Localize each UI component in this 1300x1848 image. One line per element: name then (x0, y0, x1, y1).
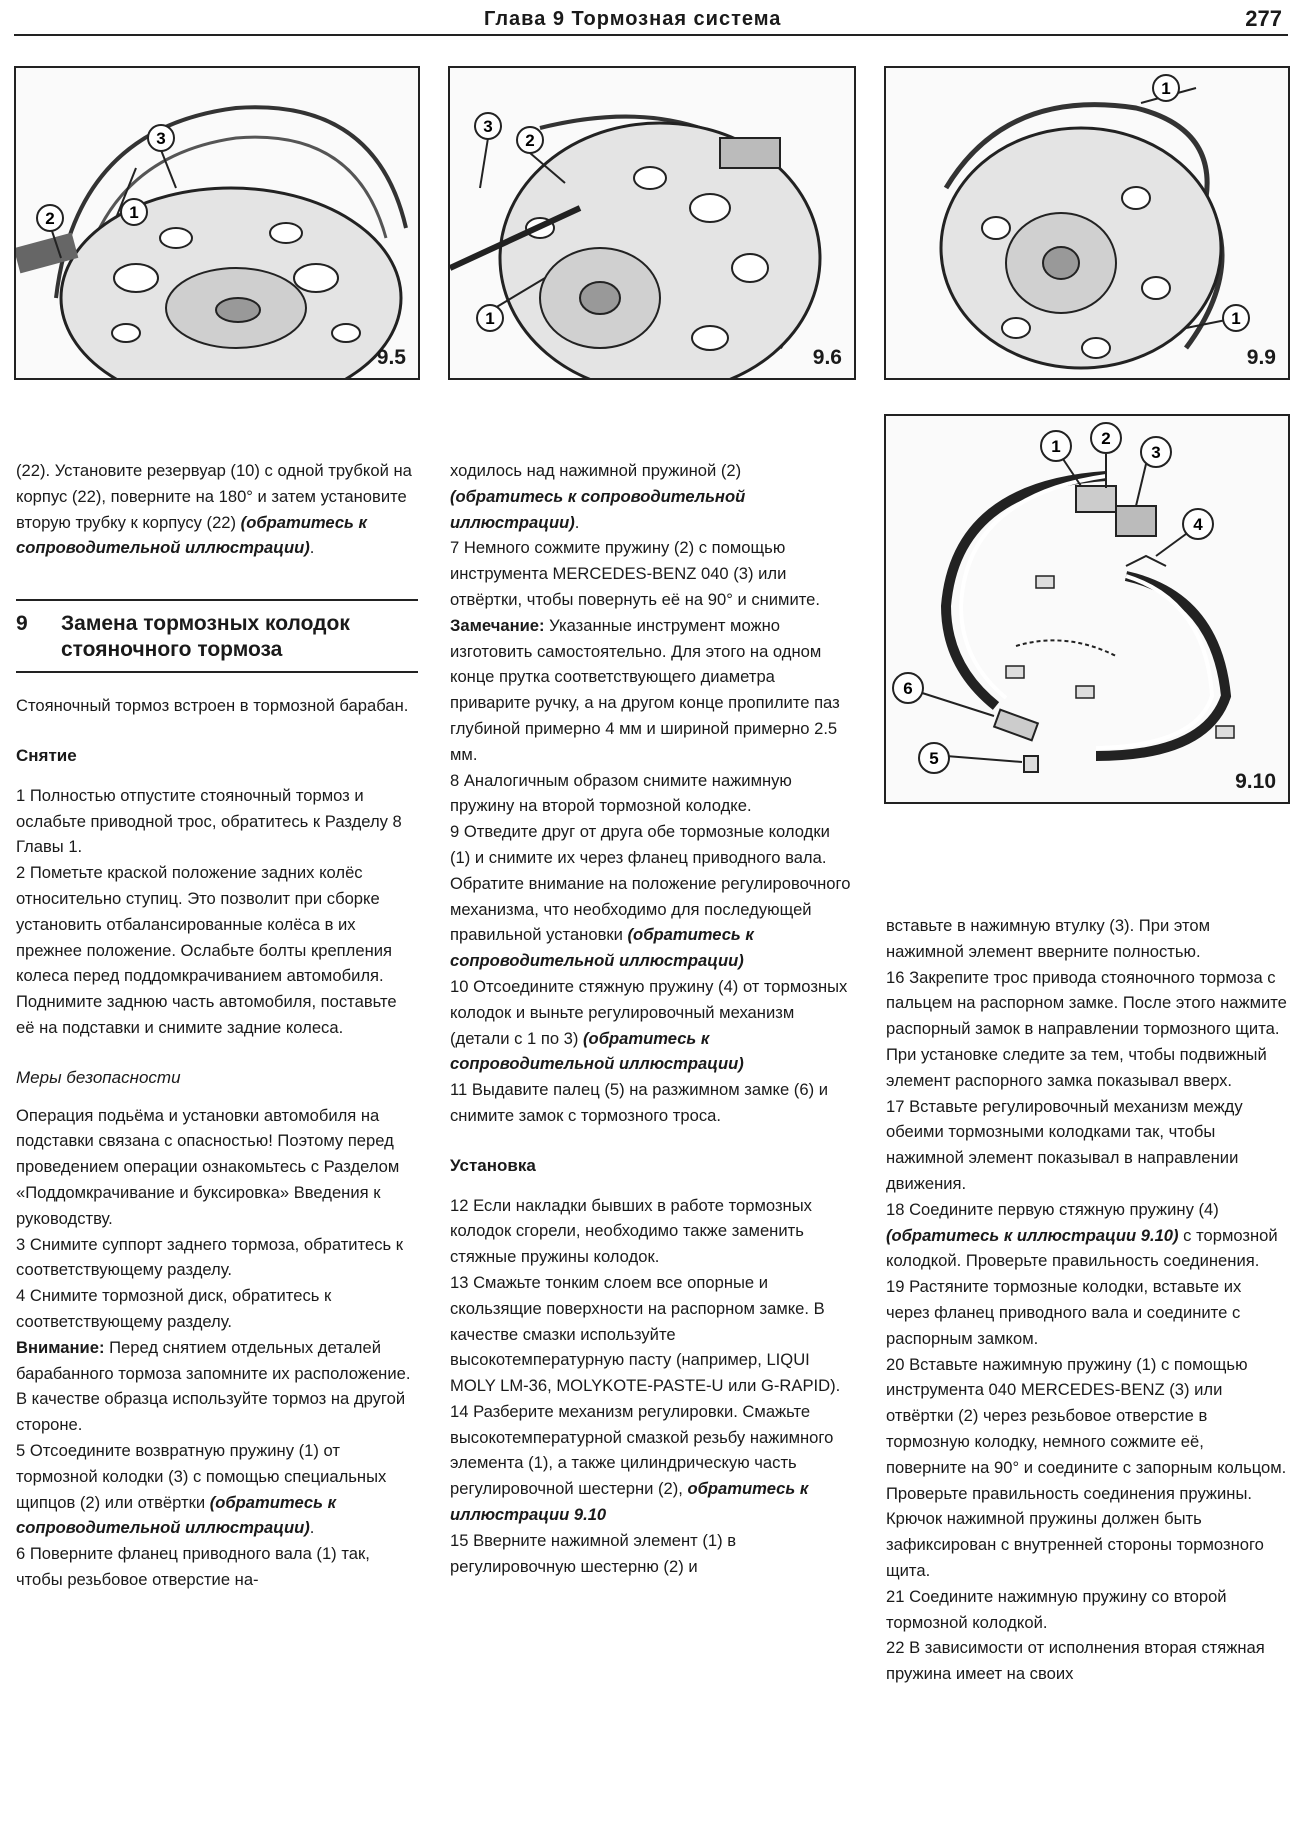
figure-9-10-drawing (886, 416, 1288, 802)
figure-9-10-callout-2: 2 (1101, 429, 1111, 448)
attention-label: Внимание: (16, 1337, 105, 1357)
figure-9-6-callout-3: 3 (483, 117, 493, 136)
figure-9-9-callout-1-bottom: 1 (1231, 309, 1241, 328)
figure-9-10-callout-3: 3 (1151, 443, 1161, 462)
intro-paragraph: (22). Установите резервуар (10) с одной трубкой на корпус (22), поверните на 180° и затем установите вторую трубку к корпусу (22) (обратитесь к сопроводительной иллюстрации). (16, 461, 412, 558)
section-heading (16, 599, 418, 673)
illustration-reference: (обратитесь к сопроводительной иллюстрации) (16, 1492, 336, 1538)
step-22: 22 В зависимости от исполнения вторая стяжная пружина имеет на своих (886, 1638, 1265, 1684)
step-7: 7 Немного сожмите пружину (2) с помощью инструмента MERCEDES-BENZ 040 (3) или отвёртки, чтобы повернуть её на 90° и снимите. (450, 538, 820, 609)
figure-9-9-label: 9.9 (1246, 346, 1276, 369)
figure-9-10-callout-6: 6 (903, 679, 913, 698)
figure-9-10-callout-1: 1 (1051, 437, 1061, 456)
figure-9-5-drawing (16, 68, 418, 378)
page-number: 277 (1245, 6, 1282, 31)
step-6-continued: ходилось над нажимной пружиной (2) (обратитесь к сопроводительной иллюстрации). (450, 461, 746, 532)
figure-9-6-label: 9.6 (812, 346, 842, 369)
step-11: 11 Выдавите палец (5) на разжимном замке (6) и снимите замок с тормозного троса. (450, 1080, 828, 1125)
step-13: 13 Смажьте тонким слоем все опорные и скользящие поверхности на распорном замке. В качестве смазки используйте высокотемпературную пасту (например, LIQUI MOLY LM-36, MOLYKOTE-PASTE-U или G-RAPID). (450, 1272, 841, 1396)
figure-9-5-callout-1: 1 (129, 203, 139, 222)
text-column-2 (450, 458, 854, 1579)
step-20: 20 Вставьте нажимную пружину (1) с помощью инструмента 040 MERCEDES-BENZ (3) или отвёртки (2) через резьбовое отверстие в тормозную колодку, немного сожмите её, поверните на 90° и соедините с запорным кольцом. Проверьте правильность соединения пружины. Крючок нажимной пружины должен быть зафиксирован с внутренней стороны тормозного щита. (886, 1354, 1287, 1580)
chapter-title: Глава 9 Тормозная система (484, 8, 782, 30)
illustration-reference: обратитесь к иллюстрации 9.10 (450, 1479, 809, 1525)
step-10: 10 Отсоедините стяжную пружину (4) от тормозных колодок и выньте регулировочный механизм (детали с 1 по 3) (обратитесь к сопроводительной иллюстрации) (450, 976, 848, 1074)
step-21: 21 Соедините нажимную пружину со второй тормозной колодкой. (886, 1586, 1227, 1632)
figure-9-6-callout-1: 1 (485, 309, 495, 328)
figure-9-10-callout-5: 5 (929, 749, 939, 768)
step-4: 4 Снимите тормозной диск, обратитесь к соответствующему разделу. (16, 1286, 332, 1331)
illustration-reference: (обратитесь к сопроводительной иллюстрации) (16, 512, 367, 558)
illustration-reference: (обратитесь к сопроводительной иллюстрации) (450, 1028, 744, 1074)
step-9: 9 Отведите друг от друга обе тормозные колодки (1) и снимите их через фланец приводного вала. Обратите внимание на положение регулировочного механизма, что необходимо для последующей правильной установки (обратитесь к сопроводительной иллюстрации) (450, 822, 851, 971)
text-column-3 (886, 913, 1288, 1687)
step-19: 19 Растяните тормозные колодки, вставьте их через фланец приводного вала и соедините с распорным замком. (886, 1277, 1242, 1348)
illustration-reference: (обратитесь к иллюстрации 9.10) (886, 1225, 1179, 1245)
section-intro: Стояночный тормоз встроен в тормозной барабан. (16, 696, 409, 716)
figure-9-6-drawing (450, 68, 854, 378)
step-15: 15 Вверните нажимной элемент (1) в регулировочную шестерню (2) и (450, 1530, 737, 1576)
step-15-continued: вставьте в нажимную втулку (3). При этом нажимной элемент вверните полностью. (886, 916, 1210, 961)
step-12: 12 Если накладки бывших в работе тормозных колодок сгорели, необходимо также заменить стяжные пружины колодок. (450, 1195, 812, 1267)
step-17: 17 Вставьте регулировочный механизм между обеими тормозными колодками так, чтобы нажимной элемент показывал в направлении движения. (886, 1096, 1243, 1193)
figure-9-10 (884, 414, 1290, 804)
figure-9-5-callout-3: 3 (156, 129, 166, 148)
step-3: 3 Снимите суппорт заднего тормоза, обратитесь к соответствующему разделу. (16, 1234, 404, 1280)
figure-9-10-callout-4: 4 (1193, 515, 1203, 534)
figure-9-9-drawing (886, 68, 1288, 378)
figure-9-5 (14, 66, 420, 380)
section-number: 9 (16, 612, 28, 636)
note-label: Замечание: (450, 615, 545, 635)
attention-note: Внимание: Перед снятием отдельных деталей барабанного тормоза запомните их расположение. В качестве образца используйте тормоз на другой стороне. (16, 1337, 411, 1435)
figure-9-6-callout-2: 2 (525, 131, 535, 150)
step-18: 18 Соедините первую стяжную пружину (4) (обратитесь к иллюстрации 9.10) с тормозной колодкой. Проверьте правильность соединения. (886, 1199, 1278, 1271)
safety-heading: Меры безопасности (16, 1067, 181, 1087)
figure-9-6 (448, 66, 856, 380)
page-header (14, 0, 1288, 36)
safety-paragraph: Операция подьёма и установки автомобиля на подставки связана с опасностью! Поэтому перед проведением операции ознакомьтесь с Разделом «Поддомкрачивание и буксировка» Введения к руководству. (16, 1105, 400, 1228)
illustration-reference: (обратитесь к сопроводительной иллюстрации) (450, 925, 754, 971)
install-heading: Установка (450, 1155, 536, 1175)
text-column-1 (16, 458, 418, 1593)
step-6: 6 Поверните фланец приводного вала (1) так, чтобы резьбовое отверстие на- (16, 1544, 370, 1589)
step-5: 5 Отсоедините возвратную пружину (1) от тормозной колодки (3) с помощью специальных щипцов (2) или отвёртки (обратитесь к сопроводительной иллюстрации). (16, 1440, 387, 1538)
removal-heading: Снятие (16, 745, 77, 765)
step-8: 8 Аналогичным образом снимите нажимную пружину на второй тормозной колодке. (450, 770, 792, 816)
step-2: 2 Пометьте краской положение задних колёс относительно ступиц. Это позволит при сборке установить отбалансированные колёса в их прежнее положение. Ослабьте болты крепления колеса перед поддомкрачиванием автомобиля. Поднимите заднюю часть автомобиля, поставьте её на подставки и снимите задние колеса. (16, 863, 397, 1037)
step-1: 1 Полностью отпустите стояночный тормоз и ослабьте приводной трос, обратитесь к Разделу 8 Главы 1. (16, 785, 402, 857)
figure-9-9-callout-1-top: 1 (1161, 79, 1171, 98)
figure-9-9 (884, 66, 1290, 380)
figure-9-5-label: 9.5 (376, 346, 406, 369)
step-14: 14 Разберите механизм регулировки. Смажьте высокотемпературной смазкой резьбу нажимного элемента (1), а также цилиндрическую часть регулировочной шестерни (2), обратитесь к иллюстрации 9.10 (450, 1401, 834, 1525)
note-paragraph: Замечание: Указанные инструмент можно изготовить самостоятельно. Для этого на одном конце прутка соответствующего диаметра приварите ручку, а на другом конце пропилите паз глубиной примерно 4 мм и шириной примерно 2.5 мм. (450, 615, 840, 764)
figure-9-10-label: 9.10 (1235, 770, 1276, 793)
figure-9-5-callout-2: 2 (45, 209, 55, 228)
section-title: Замена тормозных колодок стояночного тормоза (61, 612, 350, 662)
step-16: 16 Закрепите трос привода стояночного тормоза с пальцем на распорном замке. После этого нажмите распорный замок в направлении тормозного щита. При установке следите за тем, чтобы подвижный элемент распорного замка показывал вверх. (886, 967, 1287, 1090)
illustration-reference: (обратитесь к сопроводительной иллюстрации) (450, 486, 746, 532)
